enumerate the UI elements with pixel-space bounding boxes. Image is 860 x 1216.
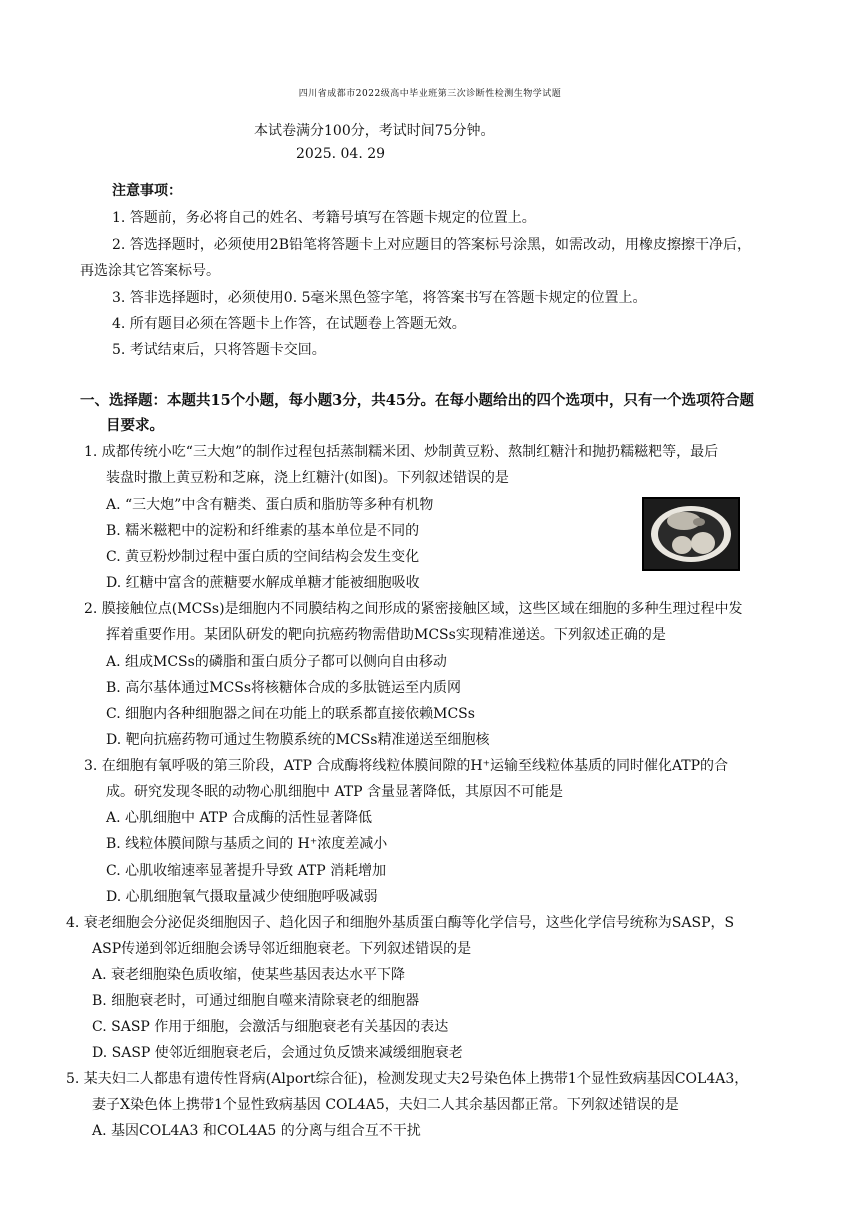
question-3-option-d: D. 心肌细胞氧气摄取量减少使细胞呼吸减弱 [106,889,378,905]
notice-item: 3. 答非选择题时，必须使用0. 5毫米黑色签字笔，将答案书写在答题卡规定的位置上。 [112,290,647,306]
question-2-option-d: D. 靶向抗癌药物可通过生物膜系统的MCSs精准递送至细胞核 [106,732,490,748]
question-3-stem: 3. 在细胞有氧呼吸的第三阶段，ATP 合成酶将线粒体膜间隙的H⁺运输至线粒体基质的同时催化ATP的合 [84,758,729,774]
question-3-option-a: A. 心肌细胞中 ATP 合成酶的活性显著降低 [106,810,373,826]
question-3-option-c: C. 心肌收缩速率显著提升导致 ATP 消耗增加 [106,863,387,879]
notice-item: 4. 所有题目必须在答题卡上作答，在试题卷上答题无效。 [112,316,466,332]
question-4-option-c: C. SASP 作用于细胞，会激活与细胞衰老有关基因的表达 [92,1019,449,1035]
notice-item-continued: 再选涂其它答案标号。 [80,263,220,279]
question-5-option-a: A. 基因COL4A3 和COL4A5 的分离与组合互不干扰 [92,1123,421,1139]
question-4-option-a: A. 衰老细胞染色质收缩，使某些基因表达水平下降 [92,967,406,983]
question-2-stem: 2. 膜接触位点(MCSs)是细胞内不同膜结构之间形成的紧密接触区域，这些区域在细胞的多种生理过程中发 [84,601,743,617]
question-2-option-b: B. 高尔基体通过MCSs将核糖体合成的多肽链运至内质网 [106,680,462,696]
question-1-option-b: B. 糯米糍粑中的淀粉和纤维素的基本单位是不同的 [106,523,420,539]
question-1-stem: 1. 成都传统小吃“三大炮”的制作过程包括蒸制糯米团、炒制黄豆粉、熬制红糖汁和抛扔糯糍粑等，最后 [84,444,719,460]
exam-title: 四川省成都市2022级高中毕业班第三次诊断性检测生物学试题 [298,89,562,99]
question-1-option-c: C. 黄豆粉炒制过程中蛋白质的空间结构会发生变化 [106,549,420,565]
question-2-option-a: A. 组成MCSs的磷脂和蛋白质分子都可以侧向自由移动 [106,654,447,670]
question-4-option-b: B. 细胞衰老时，可通过细胞自噬来清除衰老的细胞器 [92,993,420,1009]
question-5-stem: 5. 某夫妇二人都患有遗传性肾病(Alport综合征)，检测发现丈夫2号染色体上携带1个显性致病基因COL4A3， [66,1071,749,1087]
exam-info: 本试卷满分100分，考试时间75分钟。 [254,123,495,139]
question-5-stem-continued: 妻子X染色体上携带1个显性致病基因 COL4A5，夫妇二人其余基因都正常。下列叙述错误的是 [92,1097,679,1113]
section-heading-continued: 目要求。 [106,417,164,434]
question-1-stem-continued: 装盘时撒上黄豆粉和芝麻，浇上红糖汁(如图)。下列叙述错误的是 [106,470,509,486]
question-4-stem: 4. 衰老细胞会分泌促炎细胞因子、趋化因子和细胞外基质蛋白酶等化学信号，这些化学信号统称为SASP，S [66,915,735,931]
question-3-option-b: B. 线粒体膜间隙与基质之间的 H⁺浓度差减小 [106,836,388,852]
section-heading: 一、选择题：本题共15个小题，每小题3分，共45分。在每小题给出的四个选项中，只有一个选项符合题 [80,392,754,409]
question-4-stem-continued: ASP传递到邻近细胞会诱导邻近细胞衰老。下列叙述错误的是 [92,941,472,957]
question-4-option-d: D. SASP 使邻近细胞衰老后，会通过负反馈来减缓细胞衰老 [92,1045,463,1061]
question-2-stem-continued: 挥着重要作用。某团队研发的靶向抗癌药物需借助MCSs实现精准递送。下列叙述正确的是 [106,627,666,643]
notice-heading: 注意事项： [112,183,182,199]
question-1-option-d: D. 红糖中富含的蔗糖要水解成单糖才能被细胞吸收 [106,575,420,591]
notice-item: 1. 答题前，务必将自己的姓名、考籍号填写在答题卡规定的位置上。 [112,210,536,226]
sandapao-photo [642,497,740,571]
sandapao-photo-graphic [644,499,738,569]
question-2-option-c: C. 细胞内各种细胞器之间在功能上的联系都直接依赖MCSs [106,706,475,722]
exam-date: 2025. 04. 29 [296,146,386,162]
notice-item: 5. 考试结束后，只将答题卡交回。 [112,342,326,358]
notice-item: 2. 答选择题时，必须使用2B铅笔将答题卡上对应题目的答案标号涂黑，如需改动，用橡皮擦擦干净后， [112,237,752,253]
question-1-option-a: A. “三大炮”中含有糖类、蛋白质和脂肪等多种有机物 [106,497,434,513]
question-3-stem-continued: 成。研究发现冬眠的动物心肌细胞中 ATP 含量显著降低，其原因不可能是 [106,784,564,800]
